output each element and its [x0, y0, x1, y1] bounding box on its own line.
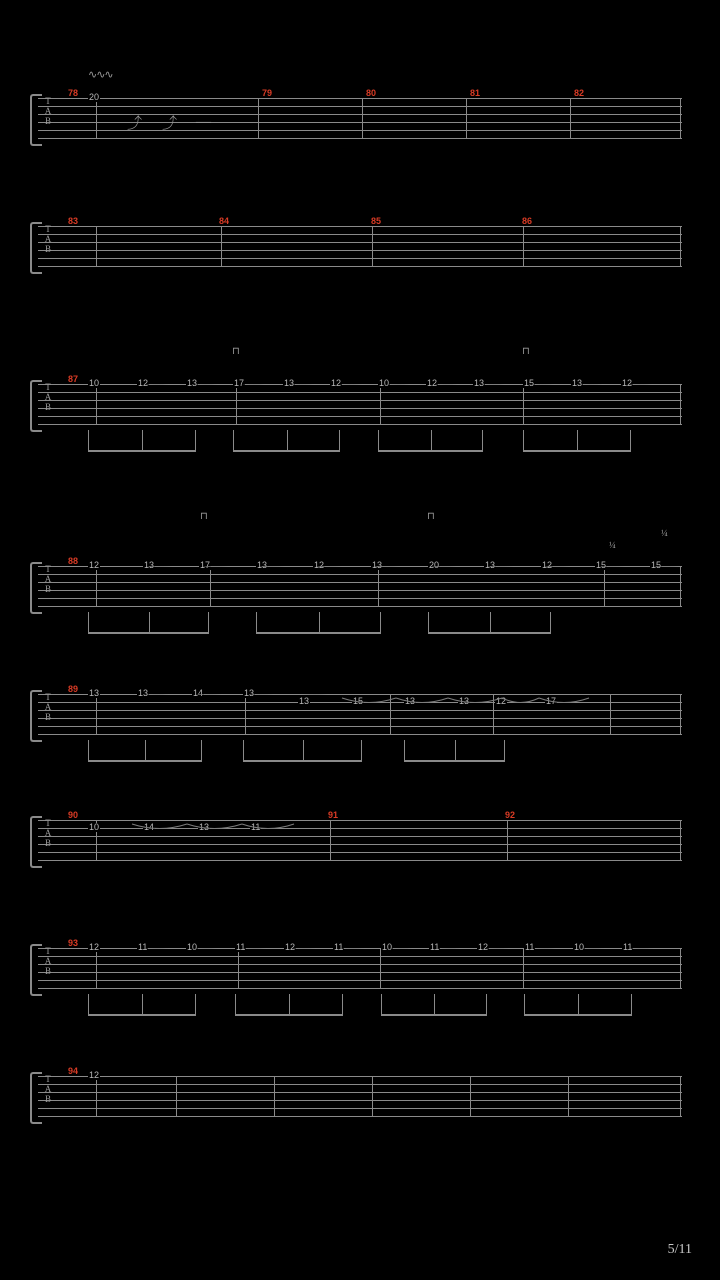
- tab-clef: T A B: [44, 692, 52, 722]
- downstroke-mark: ⊓: [232, 346, 240, 357]
- barline: [362, 98, 363, 138]
- barline: [610, 694, 611, 734]
- fret-number: 11: [138, 942, 148, 952]
- staff-line: [38, 1076, 682, 1077]
- staff-line: [38, 416, 682, 417]
- note-stem: [195, 994, 196, 1016]
- fret-number: 12: [89, 560, 100, 570]
- barline: [680, 566, 681, 606]
- rest-dash-mark: —: [196, 114, 211, 130]
- note-stem: [342, 994, 343, 1016]
- note-stem: [404, 740, 405, 762]
- staff-line: [38, 836, 682, 837]
- rest-mark: ⤴: [127, 116, 143, 132]
- barline: [96, 226, 97, 266]
- note-stem: [243, 740, 244, 762]
- barline: [680, 820, 681, 860]
- note-stem: [208, 612, 209, 634]
- measure-number: 91: [328, 810, 339, 820]
- barline: [604, 566, 605, 606]
- fret-number: 12: [331, 378, 342, 388]
- fret-number: 11: [623, 942, 633, 952]
- measure-number: 80: [366, 88, 377, 98]
- note-stem: [149, 612, 150, 634]
- staff-line: [38, 694, 682, 695]
- note-stem: [88, 994, 89, 1016]
- note-stem: [524, 994, 525, 1016]
- barline: [210, 566, 211, 606]
- barline: [274, 1076, 275, 1116]
- staff-line: [38, 820, 682, 821]
- barline: [236, 384, 237, 424]
- measure-number: 79: [262, 88, 273, 98]
- staff-line: [38, 948, 682, 949]
- barline: [570, 98, 571, 138]
- note-stem: [378, 430, 379, 452]
- downstroke-mark: ⊓: [522, 346, 530, 357]
- barline: [523, 384, 524, 424]
- fret-number: 12: [89, 942, 100, 952]
- tab-clef: T A B: [44, 946, 52, 976]
- measure-number: 87: [68, 374, 79, 384]
- fret-number: 10: [382, 942, 393, 952]
- rest-mark: ⤴: [162, 116, 178, 132]
- fret-number: 17: [546, 696, 557, 706]
- fret-number: 15: [651, 560, 662, 570]
- barline: [372, 1076, 373, 1116]
- barline: [380, 948, 381, 988]
- note-stem: [235, 994, 236, 1016]
- staff-line: [38, 566, 682, 567]
- barline: [96, 384, 97, 424]
- measure-number: 82: [574, 88, 585, 98]
- staff-line: [38, 1092, 682, 1093]
- vibrato-mark: ∿∿∿: [88, 69, 113, 81]
- fret-number: 12: [427, 378, 438, 388]
- note-stem: [195, 430, 196, 452]
- fret-number: 11: [236, 942, 246, 952]
- barline: [176, 1076, 177, 1116]
- fret-number: 10: [379, 378, 390, 388]
- staff-line: [38, 988, 682, 989]
- barline: [470, 1076, 471, 1116]
- note-stem: [256, 612, 257, 634]
- barline: [378, 566, 379, 606]
- staff-line: [38, 590, 682, 591]
- note-stem: [428, 612, 429, 634]
- fret-number: 12: [89, 1070, 100, 1080]
- barline: [245, 694, 246, 734]
- fret-number: 12: [138, 378, 149, 388]
- measure-number: 89: [68, 684, 79, 694]
- fret-number: 12: [622, 378, 633, 388]
- barline: [507, 820, 508, 860]
- measure-number: 88: [68, 556, 79, 566]
- note-stem: [287, 430, 288, 452]
- fret-number: 17: [200, 560, 211, 570]
- note-stem: [380, 612, 381, 634]
- measure-number: 78: [68, 88, 79, 98]
- barline: [96, 566, 97, 606]
- fret-number: 13: [459, 696, 470, 706]
- note-stem: [289, 994, 290, 1016]
- staff-line: [38, 734, 682, 735]
- note-stem: [523, 430, 524, 452]
- downstroke-mark: ⊓: [200, 511, 208, 522]
- staff-line: [38, 718, 682, 719]
- fret-number: 12: [314, 560, 325, 570]
- measure-number: 84: [219, 216, 230, 226]
- staff-line: [38, 408, 682, 409]
- tab-clef: T A B: [44, 224, 52, 254]
- barline: [680, 948, 681, 988]
- fret-number: 13: [144, 560, 155, 570]
- note-stem: [381, 994, 382, 1016]
- downstroke-mark: ⊓: [427, 511, 435, 522]
- note-stem: [504, 740, 505, 762]
- barline: [221, 226, 222, 266]
- fret-number: 11: [251, 822, 261, 832]
- tab-staff: [38, 948, 682, 988]
- staff-line: [38, 384, 682, 385]
- note-stem: [434, 994, 435, 1016]
- note-stem: [201, 740, 202, 762]
- fret-number: 12: [285, 942, 296, 952]
- staff-line: [38, 582, 682, 583]
- fret-number: 11: [430, 942, 440, 952]
- note-stem: [303, 740, 304, 762]
- note-stem: [88, 430, 89, 452]
- staff-line: [38, 1116, 682, 1117]
- fret-number: 13: [187, 378, 198, 388]
- staff-line: [38, 964, 682, 965]
- staff-line: [38, 956, 682, 957]
- note-stem: [630, 430, 631, 452]
- note-stem: [482, 430, 483, 452]
- staff-line: [38, 852, 682, 853]
- staff-line: [38, 828, 682, 829]
- note-stem: [578, 994, 579, 1016]
- tab-staff: [38, 226, 682, 266]
- note-stem: [486, 994, 487, 1016]
- tab-clef: T A B: [44, 818, 52, 848]
- measure-number: 86: [522, 216, 533, 226]
- fret-number: 14: [144, 822, 155, 832]
- tab-staff: [38, 384, 682, 424]
- barline: [680, 694, 681, 734]
- measure-number: 85: [371, 216, 382, 226]
- note-stem: [577, 430, 578, 452]
- note-stem: [233, 430, 234, 452]
- barline: [330, 820, 331, 860]
- fret-number: 13: [284, 378, 295, 388]
- barline: [390, 694, 391, 734]
- barline: [568, 1076, 569, 1116]
- staff-line: [38, 258, 682, 259]
- staff-line: [38, 1100, 682, 1101]
- barline: [523, 948, 524, 988]
- staff-line: [38, 106, 682, 107]
- fret-number: 13: [199, 822, 210, 832]
- note-stem: [142, 430, 143, 452]
- tab-staff: [38, 1076, 682, 1116]
- fret-number: 13: [485, 560, 496, 570]
- fret-number: 15: [596, 560, 607, 570]
- barline: [523, 226, 524, 266]
- barline: [96, 948, 97, 988]
- staff-line: [38, 424, 682, 425]
- barline: [680, 226, 681, 266]
- note-stem: [88, 740, 89, 762]
- note-stem: [145, 740, 146, 762]
- staff-line: [38, 138, 682, 139]
- quarter-bend-mark: ¼: [609, 540, 616, 550]
- staff-line: [38, 710, 682, 711]
- staff-line: [38, 598, 682, 599]
- staff-line: [38, 844, 682, 845]
- staff-line: [38, 606, 682, 607]
- fret-number: 13: [372, 560, 383, 570]
- barline: [96, 98, 97, 138]
- fret-number: 10: [89, 378, 100, 388]
- note-stem: [361, 740, 362, 762]
- fret-number: 13: [89, 688, 100, 698]
- measure-number: 93: [68, 938, 79, 948]
- tab-clef: T A B: [44, 382, 52, 412]
- barline: [238, 948, 239, 988]
- fret-number: 11: [334, 942, 344, 952]
- staff-line: [38, 392, 682, 393]
- barline: [372, 226, 373, 266]
- staff-line: [38, 250, 682, 251]
- note-stem: [319, 612, 320, 634]
- note-stem: [431, 430, 432, 452]
- quarter-bend-mark: ¼: [661, 528, 668, 538]
- fret-number: 12: [478, 942, 489, 952]
- staff-line: [38, 860, 682, 861]
- barline: [680, 1076, 681, 1116]
- note-stem: [550, 612, 551, 634]
- fret-number: 20: [429, 560, 440, 570]
- barline: [96, 694, 97, 734]
- barline: [96, 1076, 97, 1116]
- fret-number: 15: [353, 696, 364, 706]
- staff-line: [38, 234, 682, 235]
- page-number: 5/11: [667, 1242, 692, 1257]
- fret-number: 13: [257, 560, 268, 570]
- fret-number: 13: [244, 688, 255, 698]
- staff-line: [38, 574, 682, 575]
- staff-line: [38, 98, 682, 99]
- fret-number: 13: [299, 696, 310, 706]
- note-stem: [455, 740, 456, 762]
- barline: [493, 694, 494, 734]
- staff-line: [38, 266, 682, 267]
- measure-number: 92: [505, 810, 516, 820]
- fret-number: 10: [574, 942, 585, 952]
- fret-number: 10: [187, 942, 198, 952]
- tab-clef: T A B: [44, 564, 52, 594]
- barline: [466, 98, 467, 138]
- note-stem: [142, 994, 143, 1016]
- staff-line: [38, 1108, 682, 1109]
- fret-number: 12: [496, 696, 507, 706]
- staff-line: [38, 1084, 682, 1085]
- measure-number: 81: [470, 88, 481, 98]
- barline: [380, 384, 381, 424]
- fret-number: 17: [234, 378, 245, 388]
- fret-number: 15: [524, 378, 535, 388]
- staff-line: [38, 400, 682, 401]
- tab-clef: T A B: [44, 1074, 52, 1104]
- note-stem: [88, 612, 89, 634]
- note-stem: [490, 612, 491, 634]
- tab-staff: [38, 820, 682, 860]
- tab-staff: [38, 566, 682, 606]
- measure-number: 90: [68, 810, 79, 820]
- fret-number: 14: [193, 688, 204, 698]
- barline: [680, 384, 681, 424]
- barline: [258, 98, 259, 138]
- staff-line: [38, 242, 682, 243]
- fret-number: 13: [138, 688, 149, 698]
- tab-clef: T A B: [44, 96, 52, 126]
- staff-line: [38, 726, 682, 727]
- fret-number: 13: [474, 378, 485, 388]
- staff-line: [38, 980, 682, 981]
- fret-number: 10: [89, 822, 100, 832]
- fret-number: 12: [542, 560, 553, 570]
- fret-number: 20: [89, 92, 100, 102]
- note-stem: [631, 994, 632, 1016]
- measure-number: 83: [68, 216, 79, 226]
- fret-number: 11: [525, 942, 535, 952]
- barline: [680, 98, 681, 138]
- measure-number: 94: [68, 1066, 79, 1076]
- fret-number: 13: [572, 378, 583, 388]
- staff-line: [38, 226, 682, 227]
- fret-number: 13: [405, 696, 416, 706]
- staff-line: [38, 972, 682, 973]
- note-stem: [339, 430, 340, 452]
